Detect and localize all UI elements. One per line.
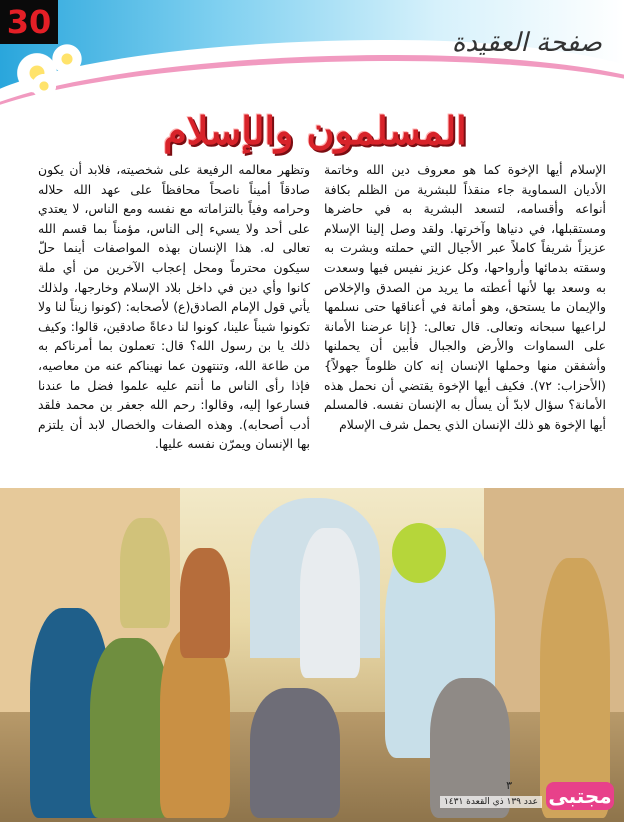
article-column-left bbox=[38, 160, 310, 454]
illustration-figure-beggar bbox=[250, 688, 340, 818]
article-paragraph: الإسلام أيها الإخوة كما هو معروف دين الله وخاتمة الأديان السماوية جاء منقذاً للبشرية من الظلم بكافة أنواعه وأقسامه، لتسعد البشرية به في حاضرها ومستقبلها، في دنياها وآخرتها. ولقد وصل إلينا الإسلام عزيزاً شريفاً كاملاً عبر الأجيال التي حملته وبشرت به وسقته بدمائها وأرواحها، وكل عزيز نفيس فيها وسعدت به وسعد بها لأنها أعطته ما يريد من الصدق والإخلاص والإيمان ما يستحق، وهو أمانة في أعناقها حتى نسلمها لراعيها سبحانه وتعالى. قال تعالى: {إنا عرضنا الأمانة على السماوات والأرض والجبال فأبين أن يحملنها وأشفقن منها وحملها الإنسان إنه كان ظلوماً جهولاً} (الأحزاب: ٧٢). فكيف أيها الإخوة يقتضي أن نحمل هذه الأمانة؟ سؤال لابدّ أن يسأل به الإنسان نفسه. فالمسلم أيها الإخوة هو ذلك الإنسان الذي يحمل شرف الإسلام bbox=[324, 162, 606, 432]
illustration-green-turban bbox=[392, 523, 446, 583]
magazine-logo: مجتبى bbox=[546, 782, 614, 810]
illustration-figure-right bbox=[540, 558, 610, 818]
illustration-figure-yellow bbox=[120, 518, 170, 628]
flower-decoration-icon bbox=[30, 72, 58, 100]
illustration-figure-robed bbox=[300, 528, 360, 678]
footer-issue-text: عدد ١٣٩ ذي القعدة ١٤٣١ bbox=[440, 796, 542, 808]
street-scene-illustration bbox=[0, 488, 624, 822]
article-column-right bbox=[324, 160, 606, 434]
illustration-figure-green bbox=[90, 638, 170, 818]
page-number: 30 bbox=[0, 0, 58, 44]
illustration-figure-brown bbox=[180, 548, 230, 658]
footer-page-label: ٣ bbox=[506, 779, 512, 792]
flower-decoration-icon bbox=[50, 42, 84, 76]
article-paragraph: وتظهر معالمه الرفيعة على شخصيته، فلابد أن يكون صادقاً أميناً ناصحاً محافظاً على عهد الله حلاله وحرامه وفياً بالتزاماته مع نفسه ومع الناس، لا يعتدي على أحد ولا يسيء إلى الناس، مؤمناً بما قسم الله تعالى له. هذا الإنسان بهذه المواصفات أينما حلّ سيكون محترماً ومحل إعجاب الآخرين من أي ملة كانوا وأي دين في داخل بلاد الإسلام وخارجها، ولذلك يأتي قول الإمام الصادق(ع) لأصحابه: (كونوا زيناً لنا ولا تكونوا شيناً علينا، كونوا لنا دعاةً صادقين، قالوا: وكيف ذلك يا بن رسول الله؟ قال: تعملون بما أمرناكم به من طاعة الله، وتنتهون عما نهيناكم عنه من معاصيه، فإذا رأى الناس ما أنتم عليه علموا فضل ما عندنا فسارعوا إليه، وقالوا: رحم الله جعفر بن محمد فلقد أدب أصحابه). وهذه الصفات والخصال لابد أن يلتزم بها الإنسان ويمرّن نفسه عليها. bbox=[38, 162, 310, 452]
section-title: صفحة العقيدة bbox=[451, 28, 602, 58]
article-title: المسلمون والإسلام bbox=[163, 108, 467, 153]
